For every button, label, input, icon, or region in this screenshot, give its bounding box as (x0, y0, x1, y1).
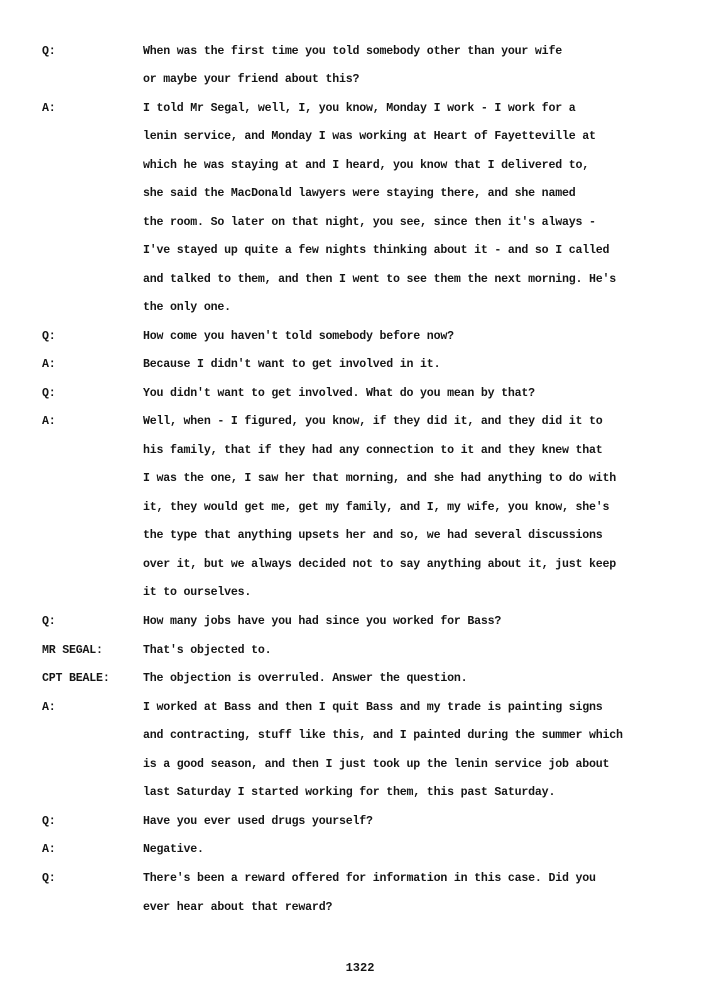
line-text: You didn't want to get involved. What do you mean by that? (143, 387, 535, 400)
transcript-line (0, 838, 720, 862)
line-text: How many jobs have you had since you worked for Bass? (143, 615, 502, 628)
transcript-line (0, 382, 720, 406)
line-text: it to ourselves. (143, 586, 252, 599)
transcript-line (0, 182, 720, 206)
transcript-line (0, 553, 720, 577)
line-text: I told Mr Segal, well, I, you know, Monday I work - I work for a (143, 102, 576, 115)
speaker-label: Q: (42, 872, 56, 885)
transcript-line (0, 639, 720, 663)
transcript-line (0, 97, 720, 121)
line-text: over it, but we always decided not to say anything about it, just keep (143, 558, 617, 571)
speaker-label: A: (42, 843, 56, 856)
line-text: which he was staying at and I heard, you know that I delivered to, (143, 159, 589, 172)
line-text: it, they would get me, get my family, and I, my wife, you know, she's (143, 501, 610, 514)
line-text: his family, that if they had any connection to it and they knew that (143, 444, 603, 457)
transcript-line (0, 40, 720, 64)
transcript-line (0, 239, 720, 263)
transcript-line (0, 610, 720, 634)
transcript-line (0, 496, 720, 520)
line-text: There's been a reward offered for information in this case. Did you (143, 872, 596, 885)
transcript-line (0, 125, 720, 149)
line-text: I worked at Bass and then I quit Bass and my trade is painting signs (143, 701, 603, 714)
transcript-line (0, 439, 720, 463)
line-text: she said the MacDonald lawyers were staying there, and she named (143, 187, 576, 200)
speaker-label: A: (42, 701, 56, 714)
line-text: Have you ever used drugs yourself? (143, 815, 373, 828)
line-text: is a good season, and then I just took up the lenin service job about (143, 758, 610, 771)
line-text: I was the one, I saw her that morning, and she had anything to do with (143, 472, 617, 485)
speaker-label: Q: (42, 330, 56, 343)
speaker-label: A: (42, 102, 56, 115)
transcript-line (0, 867, 720, 891)
transcript-line (0, 325, 720, 349)
line-text: I've stayed up quite a few nights thinking about it - and so I called (143, 244, 610, 257)
transcript-line (0, 524, 720, 548)
line-text: How come you haven't told somebody before now? (143, 330, 454, 343)
line-text: The objection is overruled. Answer the question. (143, 672, 468, 685)
speaker-label: Q: (42, 815, 56, 828)
speaker-label: Q: (42, 387, 56, 400)
transcript-line (0, 353, 720, 377)
line-text: and contracting, stuff like this, and I painted during the summer which (143, 729, 623, 742)
line-text: and talked to them, and then I went to see them the next morning. He's (143, 273, 617, 286)
transcript-line (0, 296, 720, 320)
transcript-line (0, 667, 720, 691)
line-text: Because I didn't want to get involved in it. (143, 358, 441, 371)
transcript-line (0, 696, 720, 720)
transcript-line (0, 896, 720, 920)
transcript-line (0, 154, 720, 178)
transcript-line (0, 268, 720, 292)
transcript-line (0, 781, 720, 805)
line-text: the room. So later on that night, you see, since then it's always - (143, 216, 596, 229)
page-number: 1322 (345, 961, 375, 975)
line-text: When was the first time you told somebody other than your wife (143, 45, 562, 58)
transcript-line (0, 211, 720, 235)
speaker-label: Q: (42, 615, 56, 628)
transcript-line (0, 724, 720, 748)
transcript-line (0, 810, 720, 834)
transcript-line (0, 467, 720, 491)
transcript-line (0, 68, 720, 92)
speaker-label: Q: (42, 45, 56, 58)
line-text: last Saturday I started working for them, this past Saturday. (143, 786, 556, 799)
line-text: That's objected to. (143, 644, 272, 657)
speaker-label: A: (42, 415, 56, 428)
line-text: lenin service, and Monday I was working at Heart of Fayetteville at (143, 130, 596, 143)
speaker-label: MR SEGAL: (42, 644, 103, 657)
line-text: Well, when - I figured, you know, if they did it, and they did it to (143, 415, 603, 428)
transcript-line (0, 753, 720, 777)
line-text: the only one. (143, 301, 231, 314)
transcript-line (0, 581, 720, 605)
line-text: Negative. (143, 843, 204, 856)
transcript-line (0, 410, 720, 434)
line-text: the type that anything upsets her and so, we had several discussions (143, 529, 603, 542)
speaker-label: A: (42, 358, 56, 371)
speaker-label: CPT BEALE: (42, 672, 110, 685)
line-text: or maybe your friend about this? (143, 73, 360, 86)
line-text: ever hear about that reward? (143, 901, 333, 914)
